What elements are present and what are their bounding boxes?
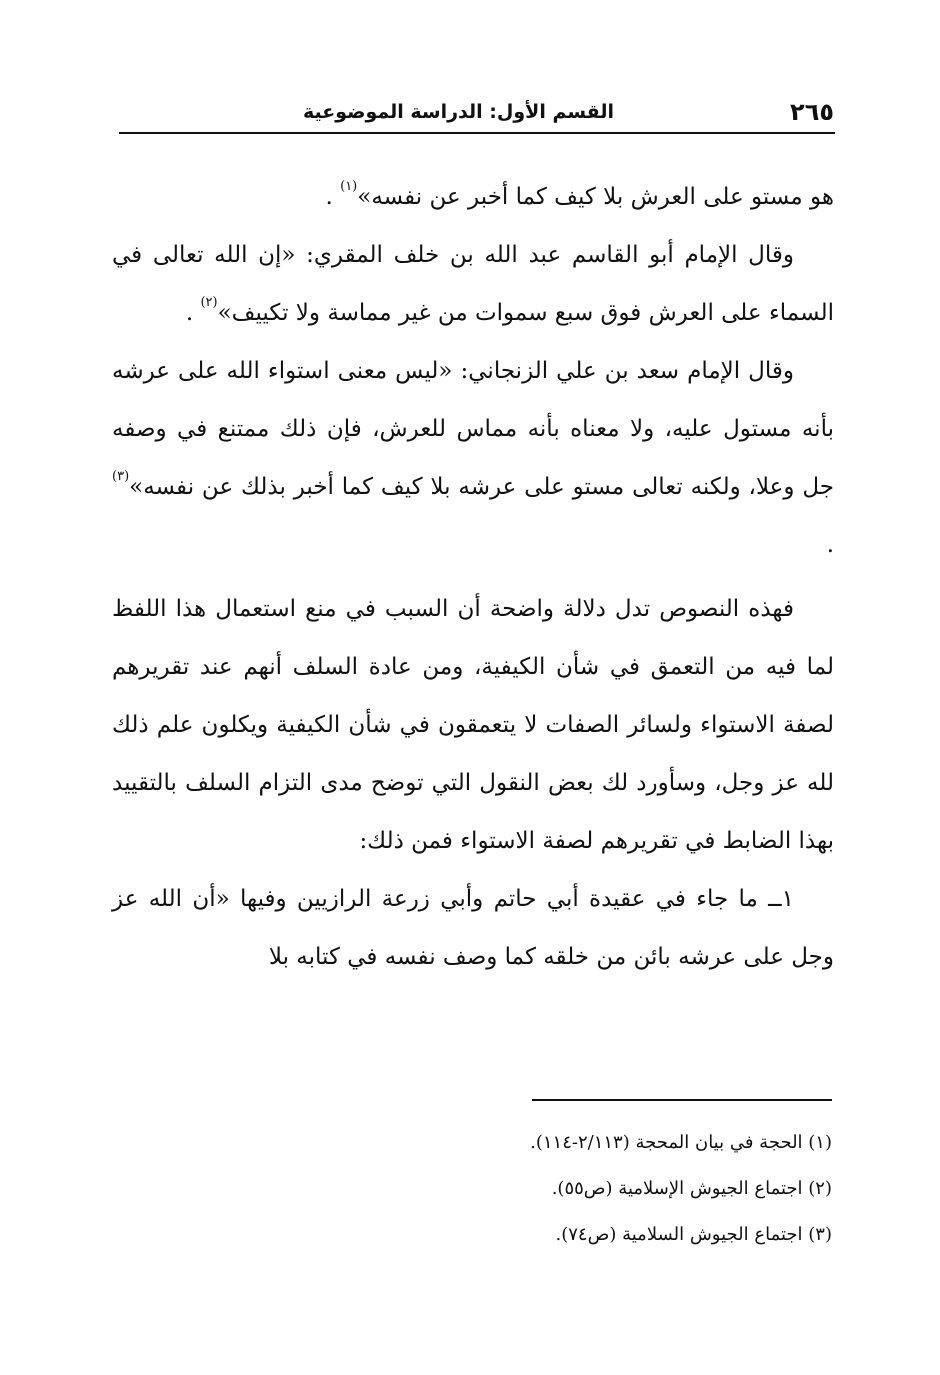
footnote-ref-2: (٢): [200, 295, 218, 310]
page-header: [120, 96, 834, 128]
paragraph-4: [112, 580, 834, 870]
page-number: ٢٦٥: [790, 98, 834, 126]
footnote-rule: [532, 1099, 832, 1101]
paragraph-5-text: ١ــ ما جاء في عقيدة أبي حاتم وأبي زرعة الرازيين وفيها «أن الله عز وجل على عرشه بائن من خلقه كما وصف نفسه في كتابه بلا: [112, 886, 834, 970]
paragraph-1: [112, 168, 834, 226]
paragraph-5: [112, 870, 834, 986]
footnote-1: (١) الحجة في بيان المحجة (٢/١١٣-١١٤).: [530, 1132, 832, 1153]
footnote-ref-1: (١): [340, 179, 358, 194]
paragraph-1-text: هو مستو على العرش بلا كيف كما أخبر عن نفسه»: [357, 184, 834, 210]
running-title: القسم الأول: الدراسة الموضوعية: [302, 101, 614, 123]
header-rule: [119, 132, 835, 134]
footnote-2: (٢) اجتماع الجيوش الإسلامية (ص٥٥).: [551, 1178, 832, 1199]
main-text: [112, 168, 834, 986]
paragraph-2-text: وقال الإمام أبو القاسم عبد الله بن خلف المقري: «إن الله تعالى في السماء على العرش فوق سبع سموات من غير مماسة ولا تكييف»: [112, 242, 834, 326]
footnote-ref-3: (٣): [112, 469, 130, 484]
paragraph-1-end: .: [325, 184, 341, 210]
paragraph-4-text: فهذه النصوص تدل دلالة واضحة أن السبب في منع استعمال هذا اللفظ لما فيه من التعمق في شأن الكيفية، ومن عادة السلف أنهم عند تقريرهم لصفة الاستواء ولسائر الصفات لا يتعمقون في شأن الكيفية ويكلون علم ذلك لله عز وجل، وسأورد لك بعض النقول التي توضح مدى التزام السلف بالتقييد بهذا الضابط في تقريرهم لصفة الاستواء فمن ذلك:: [112, 596, 834, 854]
paragraph-3-end: .: [826, 532, 834, 558]
paragraph-2-end: .: [185, 300, 201, 326]
paragraph-3-text: وقال الإمام سعد بن علي الزنجاني: «ليس معنى استواء الله على عرشه بأنه مستول عليه، ولا معناه بأنه مماس للعرش، فإن ذلك ممتنع في وصفه جل وعلا، ولكنه تعالى مستو على عرشه بلا كيف كما أخبر بذلك عن نفسه»: [112, 358, 834, 500]
paragraph-2: [112, 226, 834, 342]
footnote-3: (٣) اجتماع الجيوش السلامية (ص٧٤).: [555, 1224, 832, 1245]
footnotes: [300, 1120, 832, 1258]
paragraph-3: [112, 342, 834, 574]
